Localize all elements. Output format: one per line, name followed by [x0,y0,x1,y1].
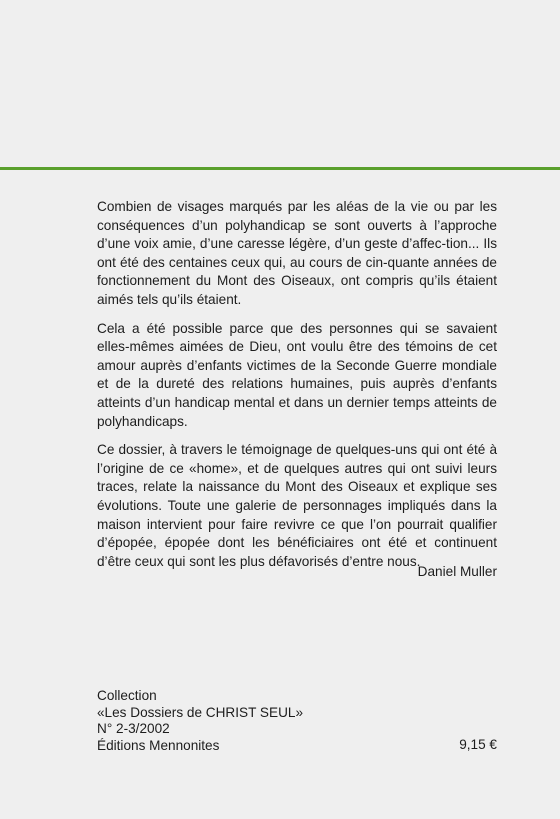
paragraph-3: Ce dossier, à travers le témoignage de quelques-uns qui ont été à l’origine de ce «home», et de quelques autres qui ont suivi leurs traces, relate la naissance du Mont des Oiseaux et explique ses évolutions. Toute une galerie de personnages impliqués dans la maison intervient pour faire revivre ce que l’on pourrait qualifier d’épopée, épopée dont les bénéficiaires ont été et continuent d’être ceux qui sont les plus défavorisés d’entre nous. [97,442,497,569]
paragraph-1: Combien de visages marqués par les aléas de la vie ou par les conséquences d’un polyhandicap se sont ouverts à l’approche d’une voix amie, d’une caresse légère, d’un geste d’affec-tion... Ils ont été des centaines ceux qui, au cours de cin-quante années de fonctionnement du Mont des Oiseaux, ont compris qu’ils étaient aimés tels qu’ils étaient. [97,199,497,307]
colophon-publisher: Éditions Mennonites [97,737,220,753]
back-cover-text [97,198,497,581]
colophon-collection: Collection [97,688,157,703]
colophon-series: «Les Dossiers de CHRIST SEUL» [97,704,304,720]
colophon-issue: N° 2-3/2002 [97,721,170,736]
author-signature: Daniel Muller [417,564,497,579]
colophon [97,688,303,754]
green-divider-line [0,167,560,170]
price: 9,15 € [459,737,497,752]
paragraph-2: Cela a été possible parce que des personnes qui se savaient elles-mêmes aimées de Dieu, ont voulu être des témoins de cet amour auprès d’enfants victimes de la Seconde Guerre mondiale et de la dureté des relations humaines, puis auprès d’enfants atteints d’un handicap mental et dans un dernier temps atteints de polyhandicaps. [97,320,497,429]
